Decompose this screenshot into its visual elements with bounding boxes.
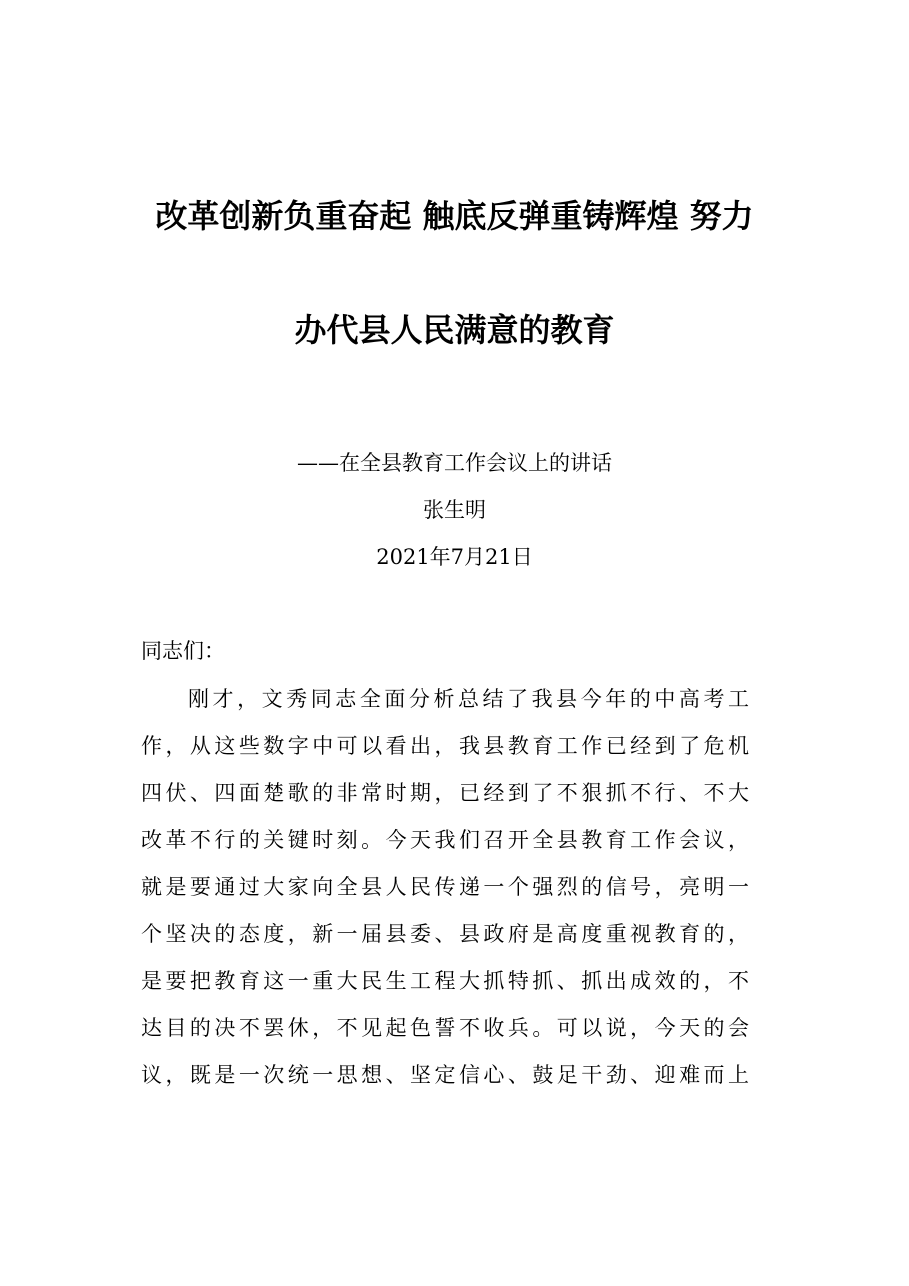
- body-line: 是要把教育这一重大民生工程大抓特抓、抓出成效的，不: [141, 969, 749, 993]
- salutation: 同志们：: [141, 639, 225, 663]
- document-title-line-1: 改革创新负重奋起 触底反弹重铸辉煌 努力: [155, 197, 754, 235]
- body-line: 就是要通过大家向全县人民传递一个强烈的信号，亮明一: [141, 875, 749, 899]
- document-title-line-2: 办代县人民满意的教育: [294, 311, 615, 349]
- body-line: 改革不行的关键时刻。今天我们召开全县教育工作会议，: [141, 828, 749, 852]
- body-line: 刚才，文秀同志全面分析总结了我县今年的中高考工: [188, 687, 749, 711]
- document-date: 2021年7月21日: [376, 545, 533, 569]
- body-line: 个坚决的态度，新一届县委、县政府是高度重视教育的，: [141, 922, 749, 946]
- body-line: 作，从这些数字中可以看出，我县教育工作已经到了危机: [141, 734, 749, 758]
- body-line: 四伏、四面楚歌的非常时期，已经到了不狠抓不行、不大: [141, 781, 749, 805]
- body-line: 议，既是一次统一思想、坚定信心、鼓足干劲、迎难而上: [141, 1063, 749, 1087]
- document-author: 张生明: [423, 498, 486, 522]
- body-line: 达目的决不罢休，不见起色誓不收兵。可以说，今天的会: [141, 1016, 749, 1040]
- document-subtitle: ——在全县教育工作会议上的讲话: [297, 451, 612, 475]
